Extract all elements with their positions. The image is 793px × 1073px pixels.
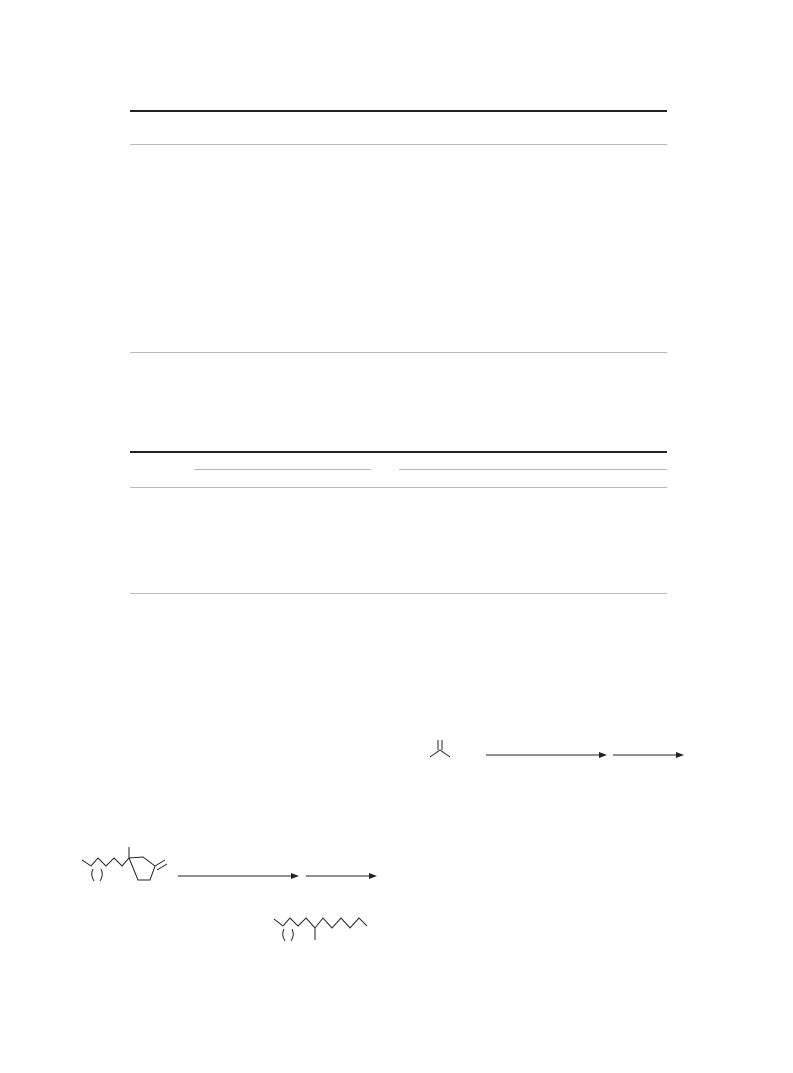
scheme-2 [82,847,376,941]
starting-material-structure [82,847,167,881]
scheme-1 [430,740,683,757]
product-structure [274,918,367,941]
alkene-structure [430,740,450,757]
